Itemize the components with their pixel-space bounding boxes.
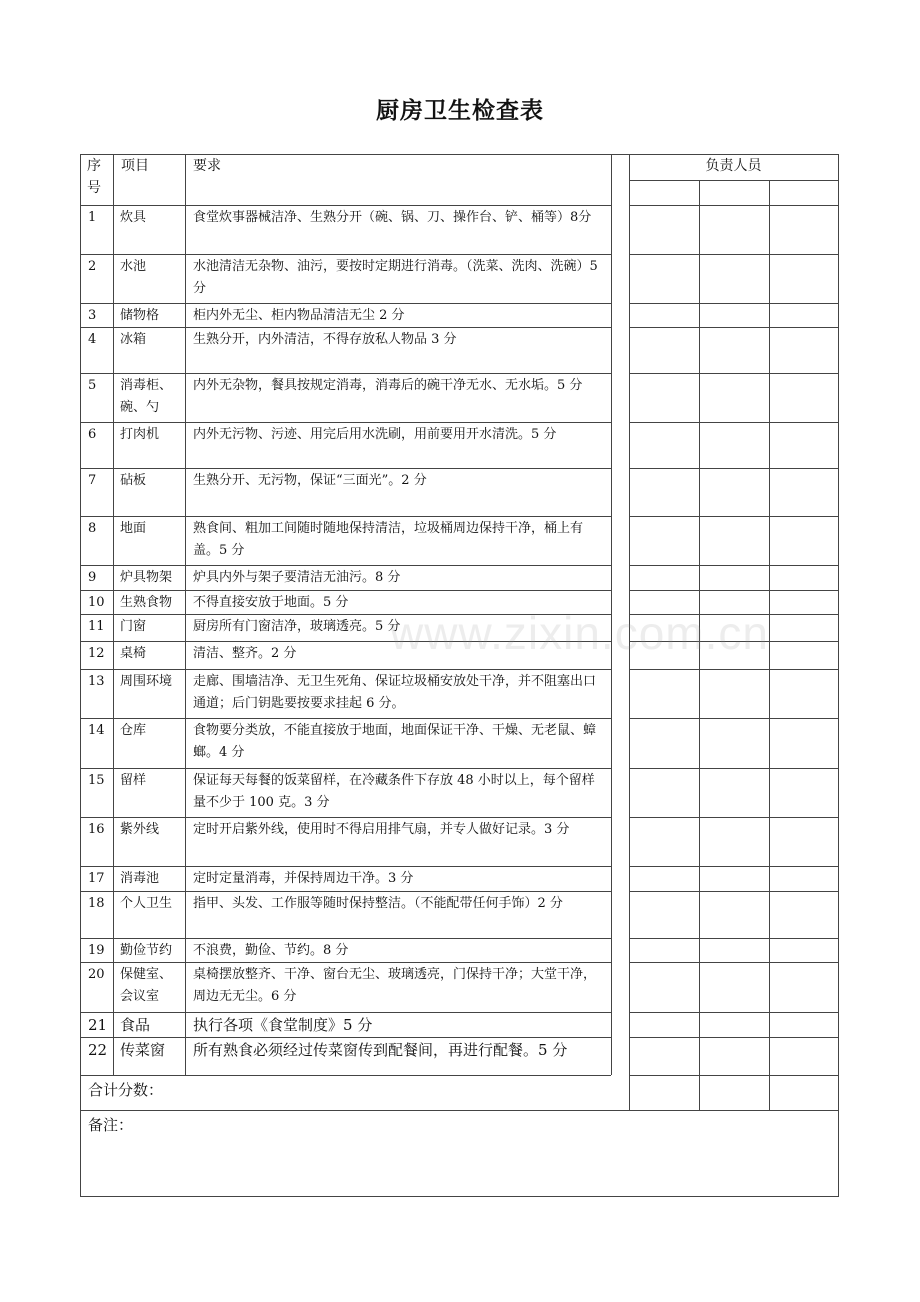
row-requirement: 柜内外无尘、柜内物品清洁无尘 2 分 [193, 308, 405, 323]
row-line-left [80, 590, 611, 591]
row-line-left [80, 373, 611, 374]
row-line-right [629, 962, 838, 963]
col-line-req-right [611, 154, 612, 1075]
row-requirement: 清洁、整齐。2 分 [193, 646, 297, 661]
row-requirement: 熟食间、粗加工间随时随地保持清洁，垃圾桶周边保持干净，桶上有盖。5 分 [193, 521, 584, 558]
row-line-left [80, 962, 611, 963]
row-line-right [629, 669, 838, 670]
row-line-left [80, 565, 611, 566]
row-item: 消毒池 [120, 871, 160, 886]
row-line-left [80, 303, 611, 304]
row-line-right [629, 768, 838, 769]
table-border-right [838, 154, 839, 1196]
row-item: 仓库 [120, 723, 147, 738]
row-line-right [629, 641, 838, 642]
row-index: 10 [88, 595, 105, 610]
row-requirement: 所有熟食必须经过传菜窗传到配餐间，再进行配餐。5 分 [193, 1041, 568, 1059]
row-item: 地面 [120, 521, 147, 536]
row-item: 炉具物架 [120, 570, 173, 585]
row-index: 11 [88, 619, 105, 634]
header-requirement: 要求 [193, 158, 221, 174]
row-line-right [629, 516, 838, 517]
row-line-left [80, 938, 611, 939]
row-item: 生熟食物 [120, 595, 173, 610]
table-border-bottom [80, 1196, 839, 1197]
row-line-left [80, 1012, 611, 1013]
row-index: 12 [88, 646, 105, 661]
row-line-right [629, 254, 838, 255]
row-line-left [80, 254, 611, 255]
row-line-right [629, 373, 838, 374]
row-requirement: 执行各项《食堂制度》5 分 [193, 1016, 373, 1034]
header-bottom-right [629, 205, 838, 206]
row-line-left [80, 641, 611, 642]
row-index: 19 [88, 943, 105, 958]
row-item: 打肉机 [120, 427, 160, 442]
row-requirement: 指甲、头发、工作服等随时保持整洁。（不能配带任何手饰）2 分 [193, 896, 563, 911]
row-line-left [80, 817, 611, 818]
row-line-right [629, 891, 838, 892]
row-requirement: 炉具内外与架子要清洁无油污。8 分 [193, 570, 401, 585]
total-bottom-line [80, 1110, 838, 1111]
row-index: 3 [88, 308, 97, 323]
row-item: 消毒柜、碗、勺 [120, 378, 173, 415]
row-requirement: 厨房所有门窗洁净，玻璃透亮。5 分 [193, 619, 401, 634]
row-line-right [629, 1037, 838, 1038]
row-requirement: 不得直接安放于地面。5 分 [193, 595, 349, 610]
row-item: 传菜窗 [120, 1041, 166, 1059]
row-item: 储物格 [120, 308, 160, 323]
row-index: 4 [88, 332, 97, 347]
notes-label: 备注： [88, 1116, 134, 1134]
row-index: 13 [88, 674, 105, 689]
col-line-score-2 [769, 180, 770, 1110]
row-line-right [629, 614, 838, 615]
row-line-right [629, 718, 838, 719]
row-index: 7 [88, 473, 97, 488]
row-index: 14 [88, 723, 105, 738]
row-index: 8 [88, 521, 97, 536]
row-requirement: 生熟分开、无污物，保证“三面光”。2 分 [193, 473, 427, 488]
table-border-left [80, 154, 81, 1196]
row-item: 冰箱 [120, 332, 147, 347]
row-line-right [629, 422, 838, 423]
row-line-left [80, 327, 611, 328]
row-item: 水池 [120, 259, 147, 274]
row-line-right [629, 1012, 838, 1013]
row-item: 留样 [120, 773, 147, 788]
row-index: 6 [88, 427, 97, 442]
header-responsible: 负责人员 [705, 158, 762, 174]
row-index: 17 [88, 871, 105, 886]
row-line-right [629, 303, 838, 304]
row-requirement: 内外无杂物，餐具按规定消毒，消毒后的碗干净无水、无水垢。5 分 [193, 378, 583, 393]
row-line-right [629, 938, 838, 939]
row-line-right [629, 866, 838, 867]
row-index: 15 [88, 773, 105, 788]
row-item: 个人卫生 [120, 896, 173, 911]
header-item: 项目 [121, 158, 149, 174]
row-index: 21 [88, 1016, 108, 1034]
row-index: 5 [88, 378, 97, 393]
row-line-left [80, 468, 611, 469]
row-line-left [80, 768, 611, 769]
row-index: 22 [88, 1041, 108, 1059]
row-line-right [629, 468, 838, 469]
row-index: 20 [88, 967, 105, 982]
row-requirement: 水池清洁无杂物、油污，要按时定期进行消毒。（洗菜、洗肉、洗碗）5 分 [193, 259, 598, 296]
row-index: 1 [88, 210, 97, 225]
row-item: 紫外线 [120, 822, 160, 837]
row-requirement: 食堂炊事器械洁净、生熟分开（碗、锅、刀、操作台、铲、桶等）8分 [193, 210, 592, 225]
header-bottom-left [80, 205, 611, 206]
row-requirement: 食物要分类放，不能直接放于地面，地面保证干净、干燥、无老鼠、蟑螂。4 分 [193, 723, 597, 760]
total-label: 合计分数： [88, 1081, 164, 1099]
row-line-left [80, 891, 611, 892]
row-line-right [629, 327, 838, 328]
row-item: 砧板 [120, 473, 147, 488]
col-line-score-1 [699, 180, 700, 1110]
row-item: 炊具 [120, 210, 147, 225]
row-requirement: 保证每天每餐的饭菜留样，在冷藏条件下存放 48 小时以上，每个留样量不少于 100 克。3 分 [193, 773, 595, 810]
row-line-left [80, 866, 611, 867]
row-requirement: 生熟分开，内外清洁，不得存放私人物品 3 分 [193, 332, 457, 347]
row-line-left [80, 1075, 611, 1076]
row-item: 保健室、会议室 [120, 967, 173, 1004]
row-item: 周围环境 [120, 674, 173, 689]
row-line-right [629, 590, 838, 591]
header-mid-line [629, 180, 838, 181]
row-requirement: 桌椅摆放整齐、干净、窗台无尘、玻璃透亮，门保持干净；大堂干净，周边无无尘。6 分 [193, 967, 597, 1004]
row-line-left [80, 718, 611, 719]
watermark: www.zixin.com.cn [390, 607, 769, 659]
row-line-right [629, 817, 838, 818]
row-index: 18 [88, 896, 105, 911]
header-index: 序号 [87, 158, 101, 196]
page-title: 厨房卫生检查表 [376, 97, 544, 124]
row-line-left [80, 1037, 611, 1038]
row-requirement: 走廊、围墙洁净、无卫生死角、保证垃圾桶安放处干净，并不阻塞出口通道；后门钥匙要按要求挂起 6 分。 [193, 674, 597, 711]
row-index: 16 [88, 822, 105, 837]
row-requirement: 定时定量消毒，并保持周边干净。3 分 [193, 871, 414, 886]
row-index: 9 [88, 570, 97, 585]
row-item: 勤俭节约 [120, 943, 173, 958]
row-item: 食品 [120, 1016, 151, 1034]
row-item: 桌椅 [120, 646, 147, 661]
row-line-right [629, 565, 838, 566]
row-requirement: 定时开启紫外线，使用时不得启用排气扇，并专人做好记录。3 分 [193, 822, 570, 837]
row-line-left [80, 422, 611, 423]
row-line-left [80, 516, 611, 517]
row-item: 门窗 [120, 619, 147, 634]
row-index: 2 [88, 259, 97, 274]
row-line-right [629, 1075, 838, 1076]
row-line-left [80, 614, 611, 615]
col-line-score-left [629, 154, 630, 1110]
row-requirement: 不浪费，勤俭、节约。8 分 [193, 943, 349, 958]
row-line-left [80, 669, 611, 670]
row-requirement: 内外无污物、污迹、用完后用水洗刷，用前要用开水清洗。5 分 [193, 427, 557, 442]
